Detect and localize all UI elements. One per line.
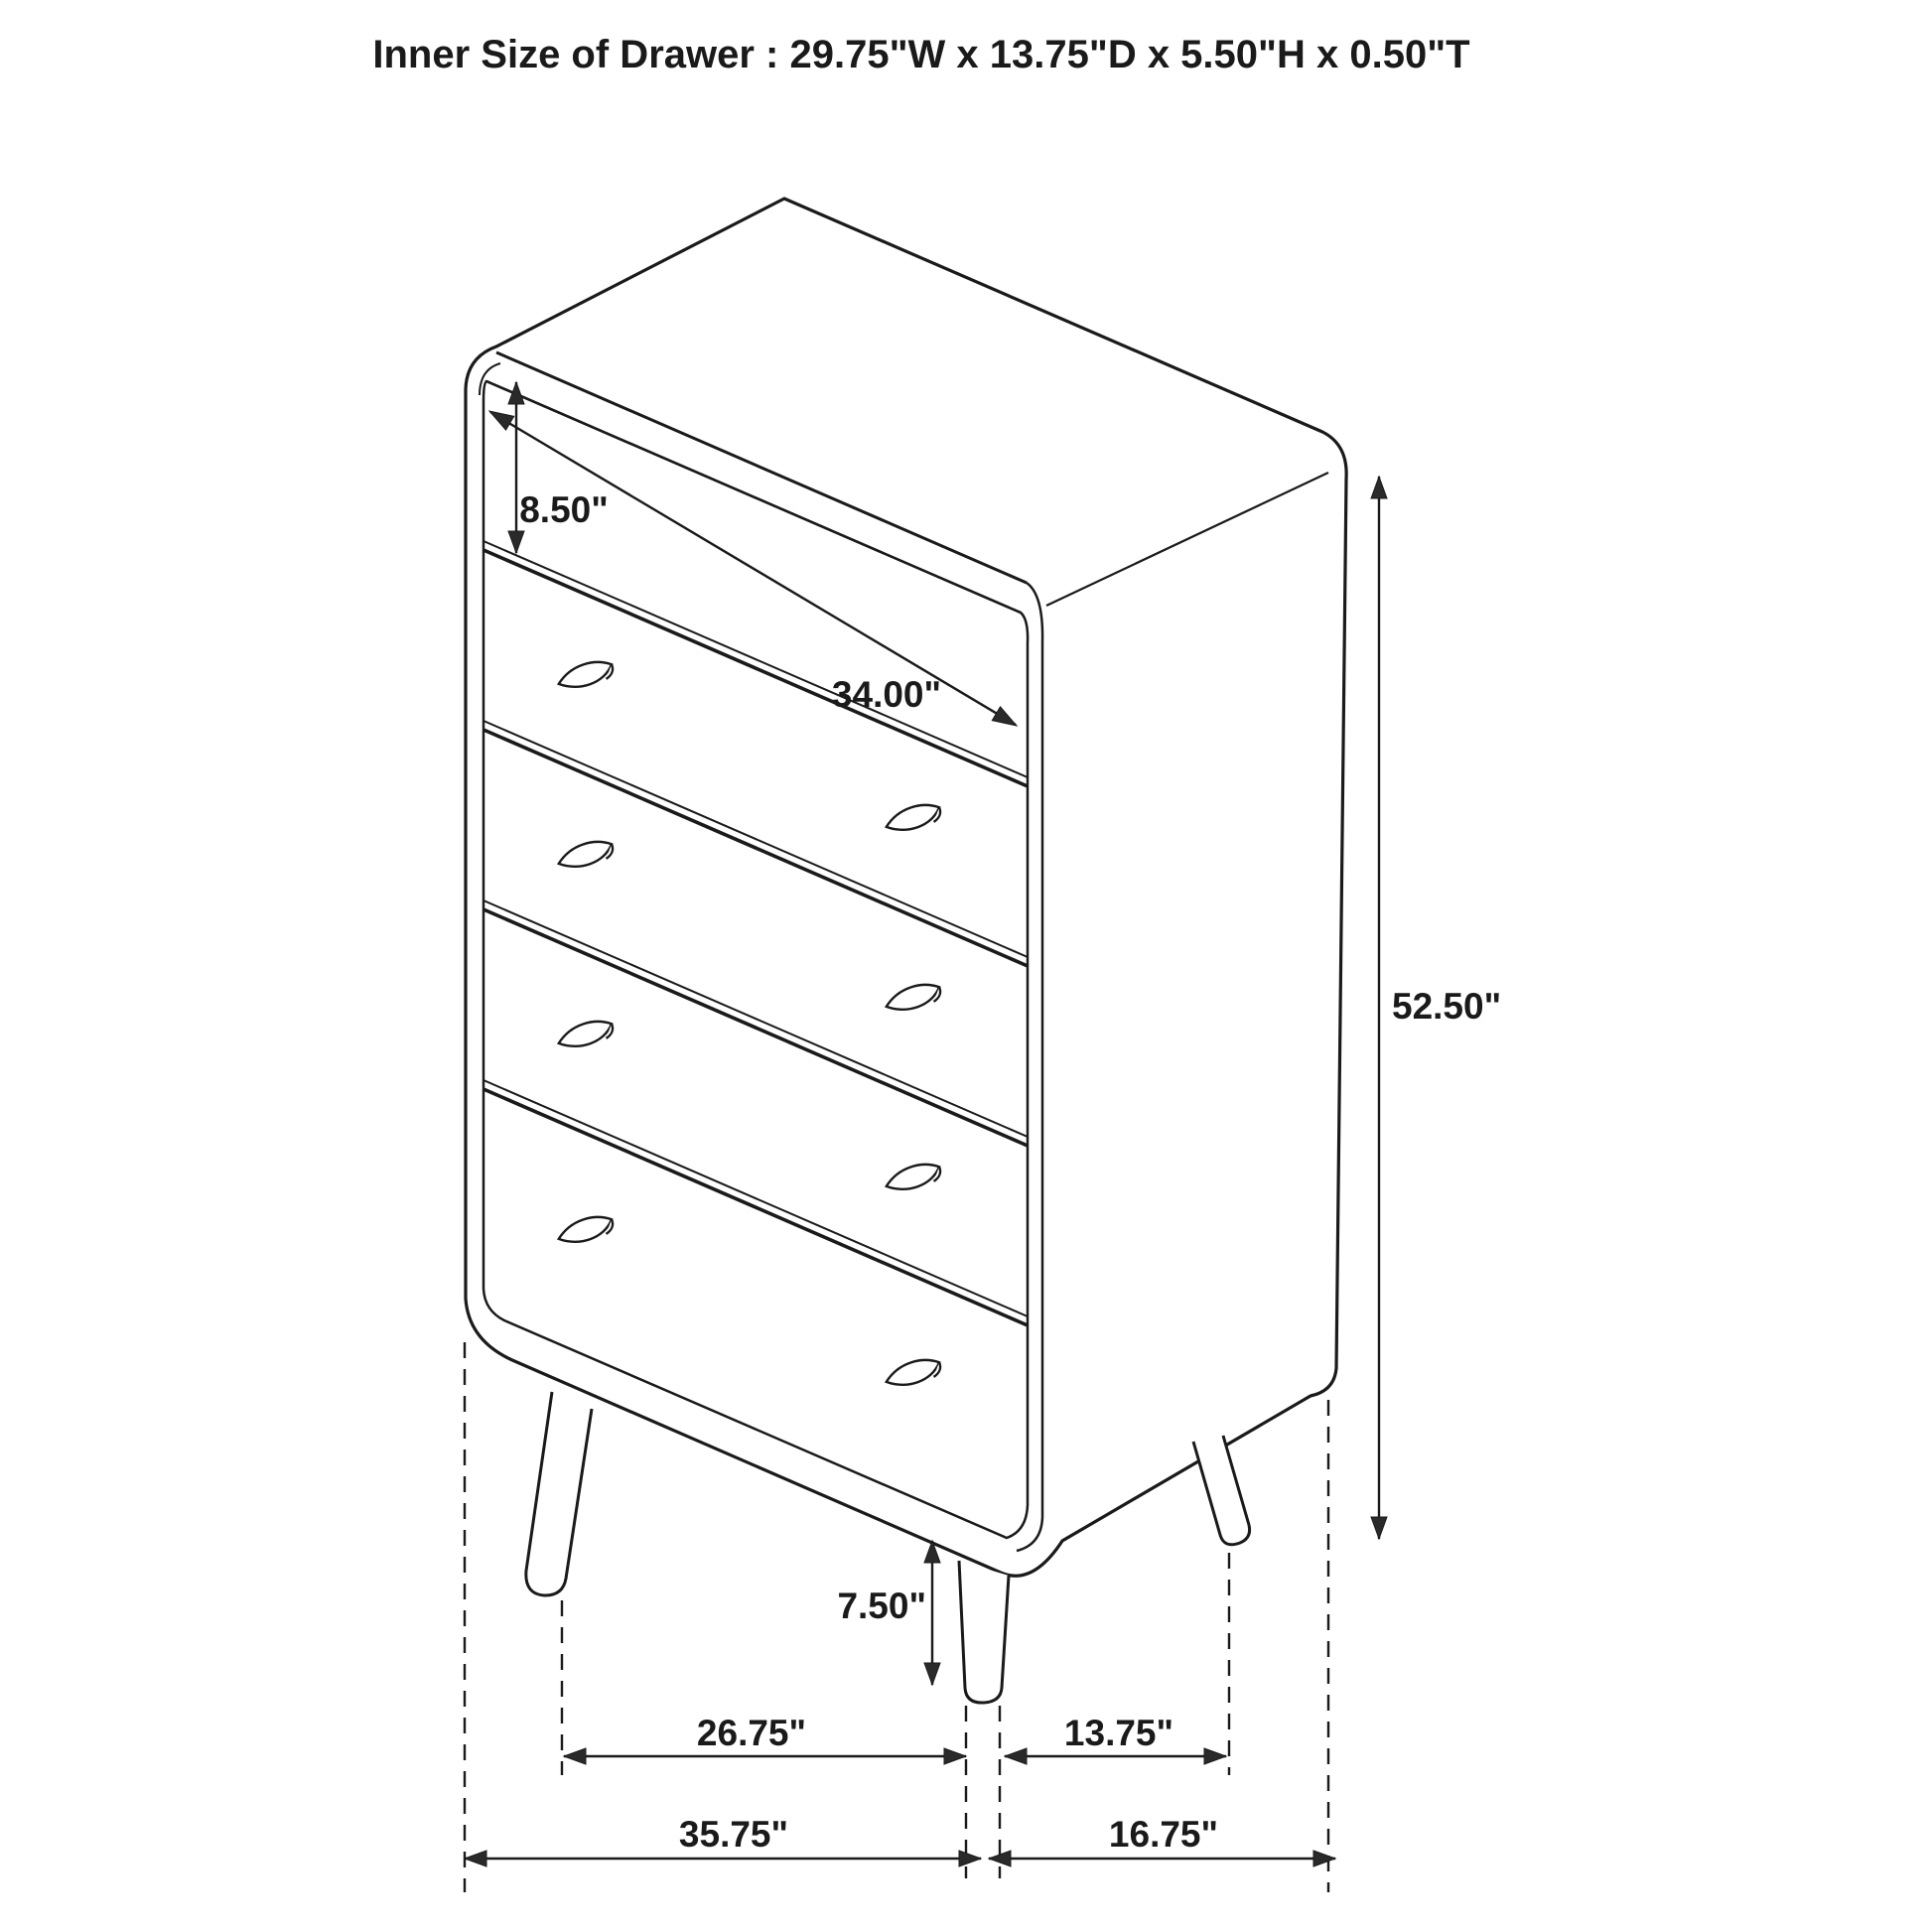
- dim-overall-height: [1371, 477, 1501, 1539]
- dim-overall-depth: [989, 1814, 1335, 1866]
- drawing-title: Inner Size of Drawer : 29.75"W x 13.75"D x 5.50"H x 0.50"T: [372, 33, 1470, 76]
- front-left-leg: [526, 1392, 592, 1595]
- dim-16-75-label: 16.75": [1108, 1814, 1219, 1855]
- back-right-leg: [1193, 1436, 1250, 1545]
- dim-side-leg-spacing: [1005, 1713, 1226, 1764]
- dim-7-50-label: 7.50": [837, 1586, 926, 1626]
- dim-front-leg-spacing: [564, 1713, 966, 1764]
- dim-35-75-label: 35.75": [678, 1814, 789, 1855]
- dim-34-00-label: 34.00": [831, 674, 942, 715]
- dim-52-50-label: 52.50": [1392, 986, 1502, 1027]
- front-right-leg: [959, 1561, 1009, 1703]
- dim-8-50-label: 8.50": [519, 489, 609, 530]
- dim-13-75-label: 13.75": [1063, 1713, 1174, 1753]
- dim-overall-width: [465, 1814, 981, 1866]
- dim-leg-height: [837, 1541, 940, 1685]
- dim-26-75-label: 26.75": [696, 1713, 807, 1753]
